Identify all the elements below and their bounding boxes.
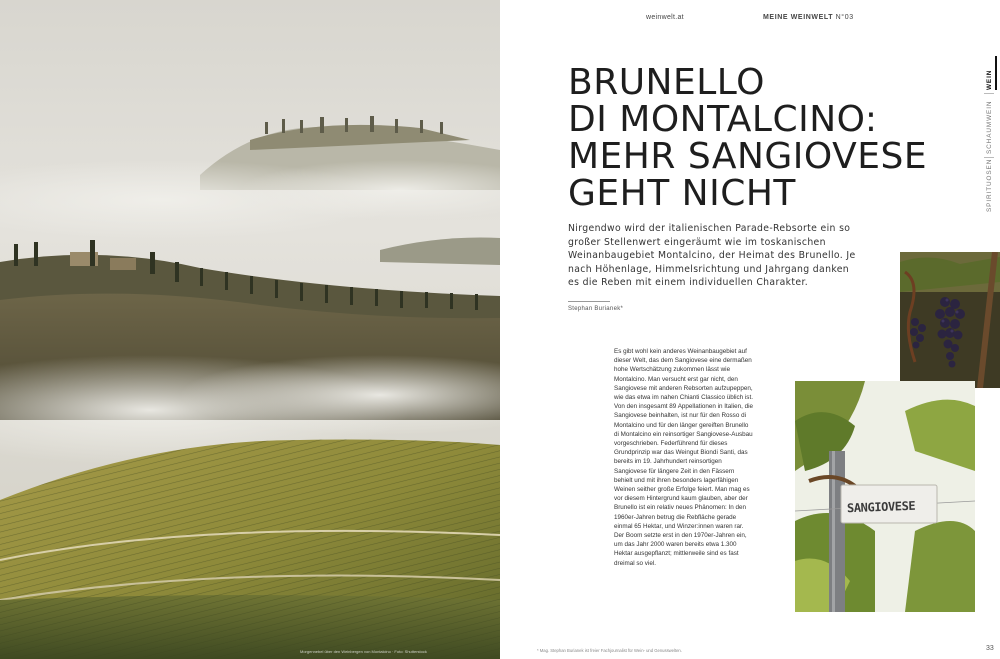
article-lead: Nirgendwo wird der italienischen Parade-Rebsorte ein so großer Stellenwert eingeräumt wie im toskanischen Weinanbaugebiet Montalcino, der Heimat des Brunello. Je nach Höhenlage, Himmelsrichtung und Jahrgang danken es die Reben mit einem individuellen Charakter. — [568, 223, 856, 289]
author-footnote: * Mag. Stephan Burianek ist freier Fachjournalist für Wein- und Genusswelten. — [537, 648, 682, 653]
running-head — [500, 14, 1000, 26]
vineyard-sign-illustration — [795, 381, 975, 612]
tab-label: SPIRITUOSEN — [986, 158, 993, 212]
headline-line: MEHR SANGIOVESE — [568, 136, 928, 177]
tab-wein[interactable] — [982, 56, 996, 90]
tab-divider — [984, 93, 994, 94]
magazine-title: MEINE WEINWELT — [763, 14, 834, 21]
site-url: weinwelt.at — [646, 14, 684, 21]
article-body: Es gibt wohl kein anderes Weinanbaugebiet auf dieser Welt, das dem Sangiovese eine dermaßen hohe Wertschätzung zukommen lässt wie Montalcino. Man versucht erst gar nicht, den Sangiovese mit anderen Rebsorten aufzupeppen, wie das etwa im nahen Chianti Classico üblich ist. Von den insgesamt 89 Appellationen in Italien, die Sangiovese beinhalten, ist nur für den Rosso di Montalcino und für den länger gereiften Brunello di Montalcino ein reinsortiger Sangiovese-Ausbau vorgeschrieben. Federführend für dieses Grundprinzip war das Weingut Biondi Santi, das bereits im 19. Jahrhundert reinsortigen Sangiovese für längere Zeit in den Fässern behielt und mit ihren besonders lagerfähigen Weinen seither große Erfolge feiert. Man mag es vor diesem Hintergrund kaum glauben, aber der Brunello ist ein relativ neues Phänomen: In den 1960er-Jahren betrug die Rebfläche gerade einmal 65 Hektar, und Winzer:innen waren rar. Der Boom setzte erst in den 1970er-Jahren ein, um das Jahr 2000 waren bereits etwa 1.300 Hektar ausgepflanzt; mittlerweile sind es fast dreimal so viel. — [614, 348, 753, 567]
grapes-illustration — [900, 252, 1000, 388]
magazine-name — [763, 14, 854, 21]
tab-label: SCHAUMWEIN — [986, 100, 993, 154]
page-number: 33 — [986, 645, 994, 652]
article-headline — [568, 64, 968, 212]
author-divider — [568, 301, 610, 302]
sign-label: SANGIOVESE — [846, 498, 916, 516]
issue-number: N°03 — [835, 14, 854, 21]
headline-line: DI MONTALCINO: — [568, 99, 878, 140]
sangiovese-sign-photo — [795, 381, 975, 612]
headline-line: GEHT NICHT — [568, 173, 796, 214]
headline-line: BRUNELLO — [568, 62, 765, 103]
photo-caption: Morgennebel über den Weinbergen von Montalcino · Foto: Shutterstock — [300, 649, 427, 654]
tab-spirituosen[interactable] — [982, 160, 996, 212]
category-tabs — [982, 56, 996, 212]
tab-schaumwein[interactable] — [982, 96, 996, 154]
tab-label: WEIN — [986, 69, 993, 90]
active-tab-marker — [995, 56, 997, 90]
author-byline: Stephan Burianek* — [568, 306, 624, 312]
grapes-photo — [900, 252, 1000, 388]
